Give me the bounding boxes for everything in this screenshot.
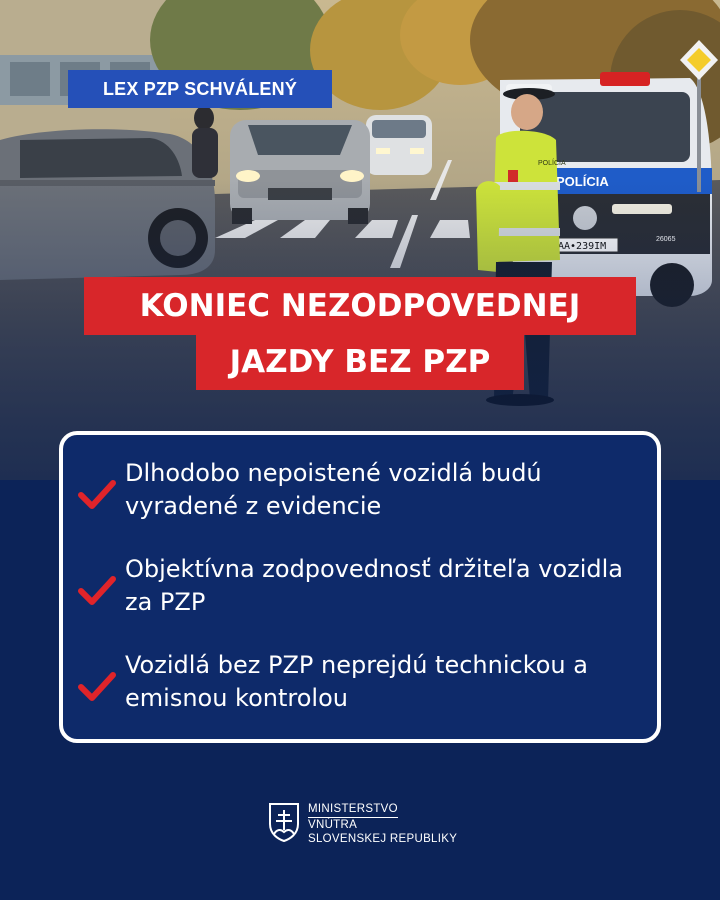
list-item-text: Dlhodobo nepoistené vozidlá budú vyradené z evidencie <box>125 459 542 520</box>
list-item-text: Objektívna zodpovednosť držiteľa vozidla za PZP <box>125 555 623 616</box>
check-icon <box>77 669 117 705</box>
check-icon <box>77 573 117 609</box>
law-approved-tag: LEX PZP SCHVÁLENÝ <box>68 70 332 108</box>
uniform-police-text: POLÍCIA <box>538 160 566 167</box>
ministry-line-2: VNÚTRA <box>308 819 358 831</box>
headline-line-1: KONIEC NEZODPOVEDNEJ <box>84 277 636 335</box>
list-item-text: Vozidlá bez PZP neprejdú technickou a emisnou kontrolou <box>125 651 588 712</box>
coat-of-arms-icon <box>268 802 300 842</box>
check-icon <box>77 477 117 513</box>
ministry-line-1: MINISTERSTVO <box>308 802 398 818</box>
headline-line-2: JAZDY BEZ PZP <box>196 334 524 390</box>
ministry-logo <box>268 800 468 850</box>
ministry-line-3: SLOVENSKEJ REPUBLIKY <box>308 833 458 845</box>
benefits-panel <box>59 431 661 743</box>
